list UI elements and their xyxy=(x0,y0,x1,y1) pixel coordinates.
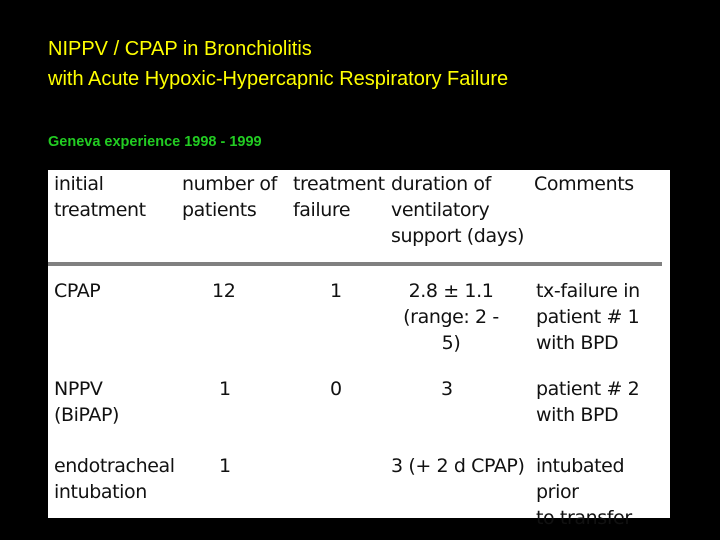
row3-initial-treatment: endotracheal intubation xyxy=(54,455,175,503)
header-divider xyxy=(48,262,662,266)
row3-number-of-patients: 1 xyxy=(219,455,231,477)
row2-initial-treatment: NPPV (BiPAP) xyxy=(54,378,120,426)
row2-duration: 3 xyxy=(441,378,453,400)
header-comments: Comments xyxy=(534,173,634,195)
row1-duration: 2.8 ± 1.1 (range: 2 - 5) xyxy=(403,280,499,354)
data-table xyxy=(48,170,670,529)
row2-treatment-failure: 0 xyxy=(330,378,342,400)
row1-number-of-patients: 12 xyxy=(212,280,236,302)
header-number-of-patients: number of patients xyxy=(182,173,277,221)
header-treatment-failure: treatment failure xyxy=(293,173,385,221)
row1-comments: tx-failure in patient # 1 with BPD xyxy=(536,280,640,354)
title-line-2: with Acute Hypoxic-Hypercapnic Respiratory Failure xyxy=(48,68,509,90)
row1-initial-treatment: CPAP xyxy=(54,280,101,302)
title-line-1: NIPPV / CPAP in Bronchiolitis xyxy=(48,38,312,60)
row2-comments: patient # 2 with BPD xyxy=(536,378,640,426)
header-initial-treatment: initial treatment xyxy=(54,173,146,221)
header-duration: duration of ventilatory support (days) xyxy=(391,173,525,247)
row1-treatment-failure: 1 xyxy=(330,280,342,302)
slide-title xyxy=(48,34,508,94)
row2-number-of-patients: 1 xyxy=(219,378,231,400)
row3-duration: 3 (+ 2 d CPAP) xyxy=(391,455,525,477)
row3-comments: intubated prior to transfer xyxy=(536,455,632,529)
slide-subtitle: Geneva experience 1998 - 1999 xyxy=(48,134,262,150)
